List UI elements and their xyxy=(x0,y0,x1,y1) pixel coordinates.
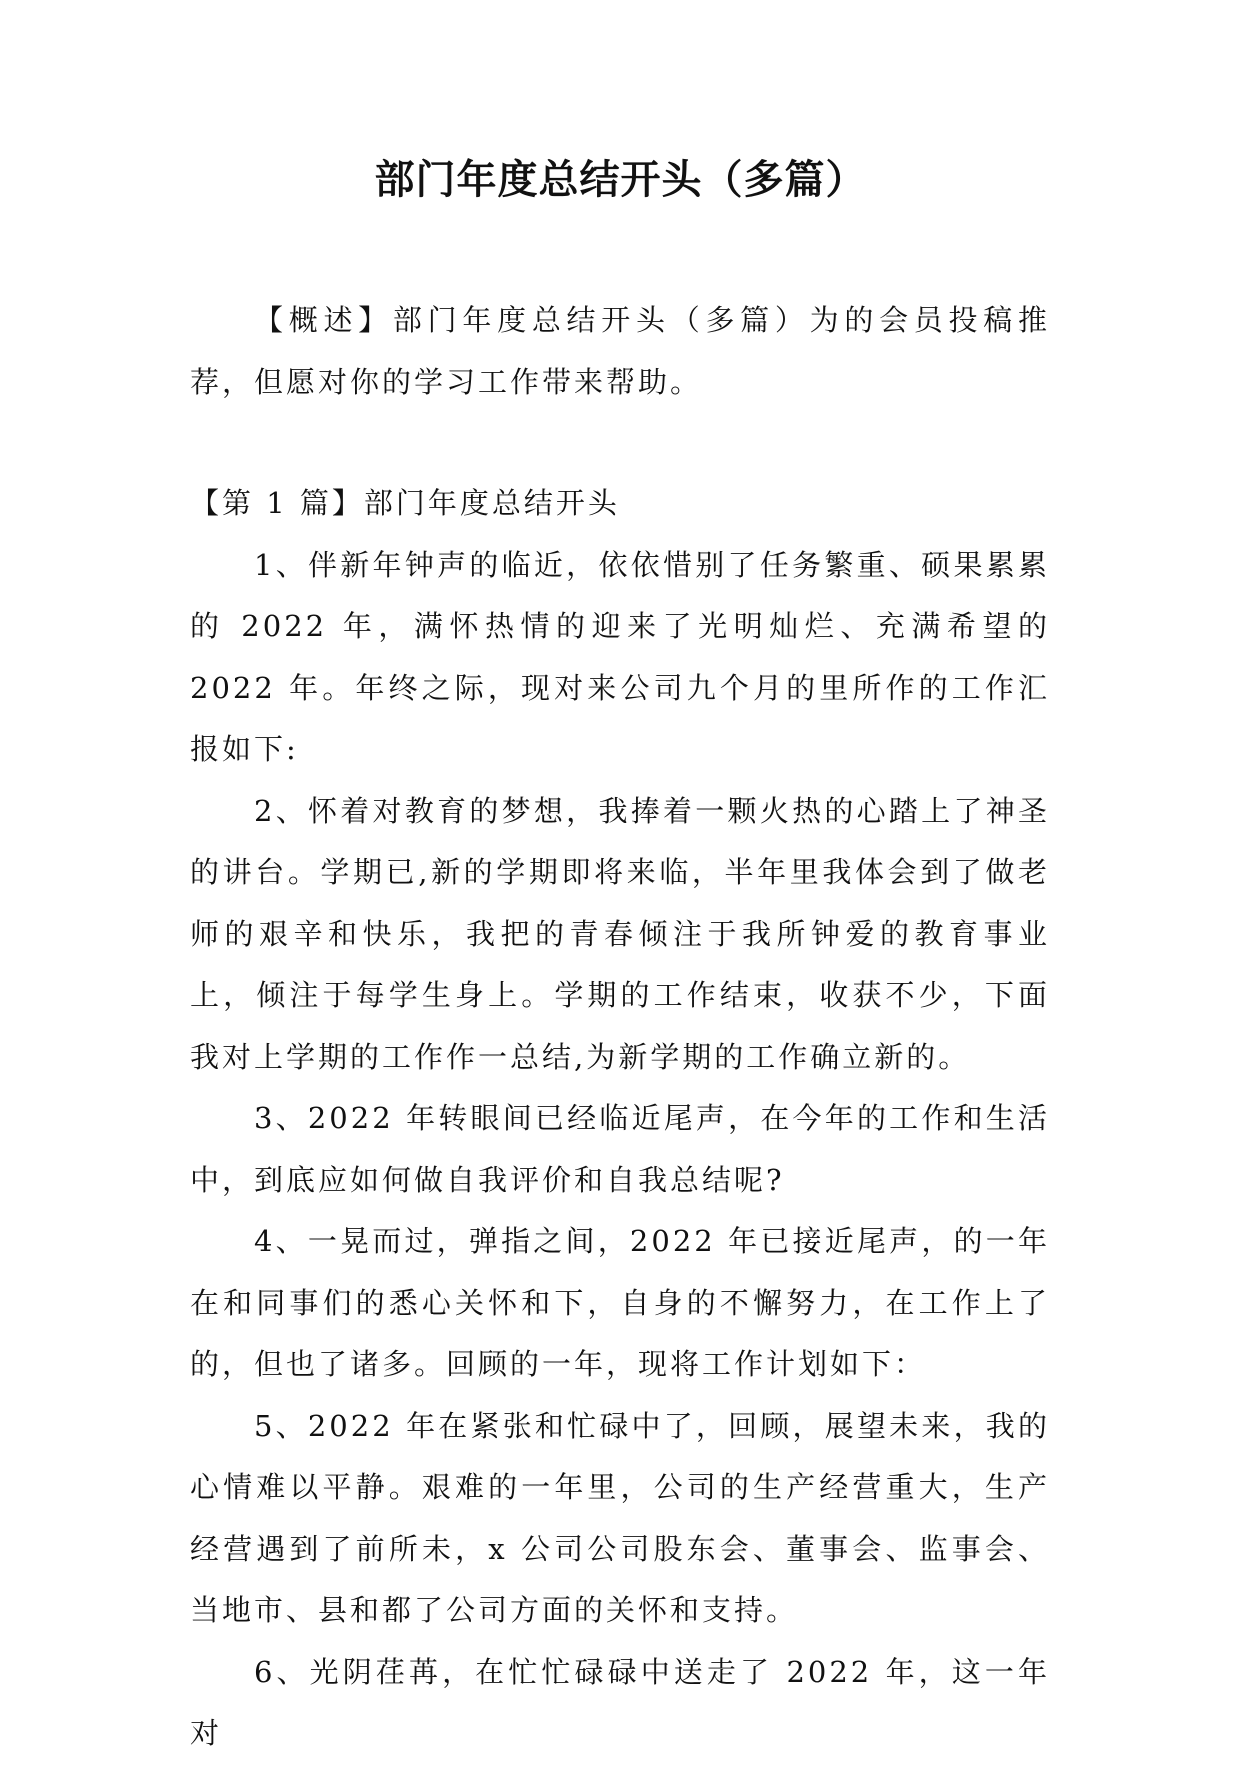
paragraph-3: 3、2022 年转眼间已经临近尾声，在今年的工作和生活中，到底应如何做自我评价和自我总结呢? xyxy=(190,1101,1050,1197)
paragraph-2: 2、怀着对教育的梦想，我捧着一颗火热的心踏上了神圣的讲台。学期已,新的学期即将来临，半年里我体会到了做老师的艰辛和快乐，我把的青春倾注于我所钟爱的教育事业上，倾注于每学生身上。学期的工作结束，收获不少，下面我对上学期的工作作一总结,为新学期的工作确立新的。 xyxy=(190,793,1050,1074)
document-title: 部门年度总结开头（多篇） xyxy=(374,157,867,203)
section-heading: 【第 1 篇】部门年度总结开头 xyxy=(190,486,620,520)
document-body xyxy=(190,290,1050,1765)
paragraph-4: 4、一晃而过，弹指之间，2022 年已接近尾声，的一年在和同事们的悉心关怀和下，自身的不懈努力，在工作上了的，但也了诸多。回顾的一年，现将工作计划如下： xyxy=(190,1224,1050,1381)
paragraph-6: 6、光阴荏苒，在忙忙碌碌中送走了 2022 年，这一年对 xyxy=(190,1654,1050,1750)
paragraph-5: 5、2022 年在紧张和忙碌中了，回顾，展望未来，我的心情难以平静。艰难的一年里，公司的生产经营重大，生产经营遇到了前所未，x 公司公司股东会、董事会、监事会、当地市、县和都了公司方面的关怀和支持。 xyxy=(190,1408,1050,1627)
summary-paragraph: 【概述】部门年度总结开头（多篇）为的会员投稿推荐，但愿对你的学习工作带来帮助。 xyxy=(190,303,1050,399)
paragraph-1: 1、伴新年钟声的临近，依依惜别了任务繁重、硕果累累的 2022 年，满怀热情的迎来了光明灿烂、充满希望的 2022 年。年终之际，现对来公司九个月的里所作的工作汇报如下: xyxy=(190,547,1050,766)
